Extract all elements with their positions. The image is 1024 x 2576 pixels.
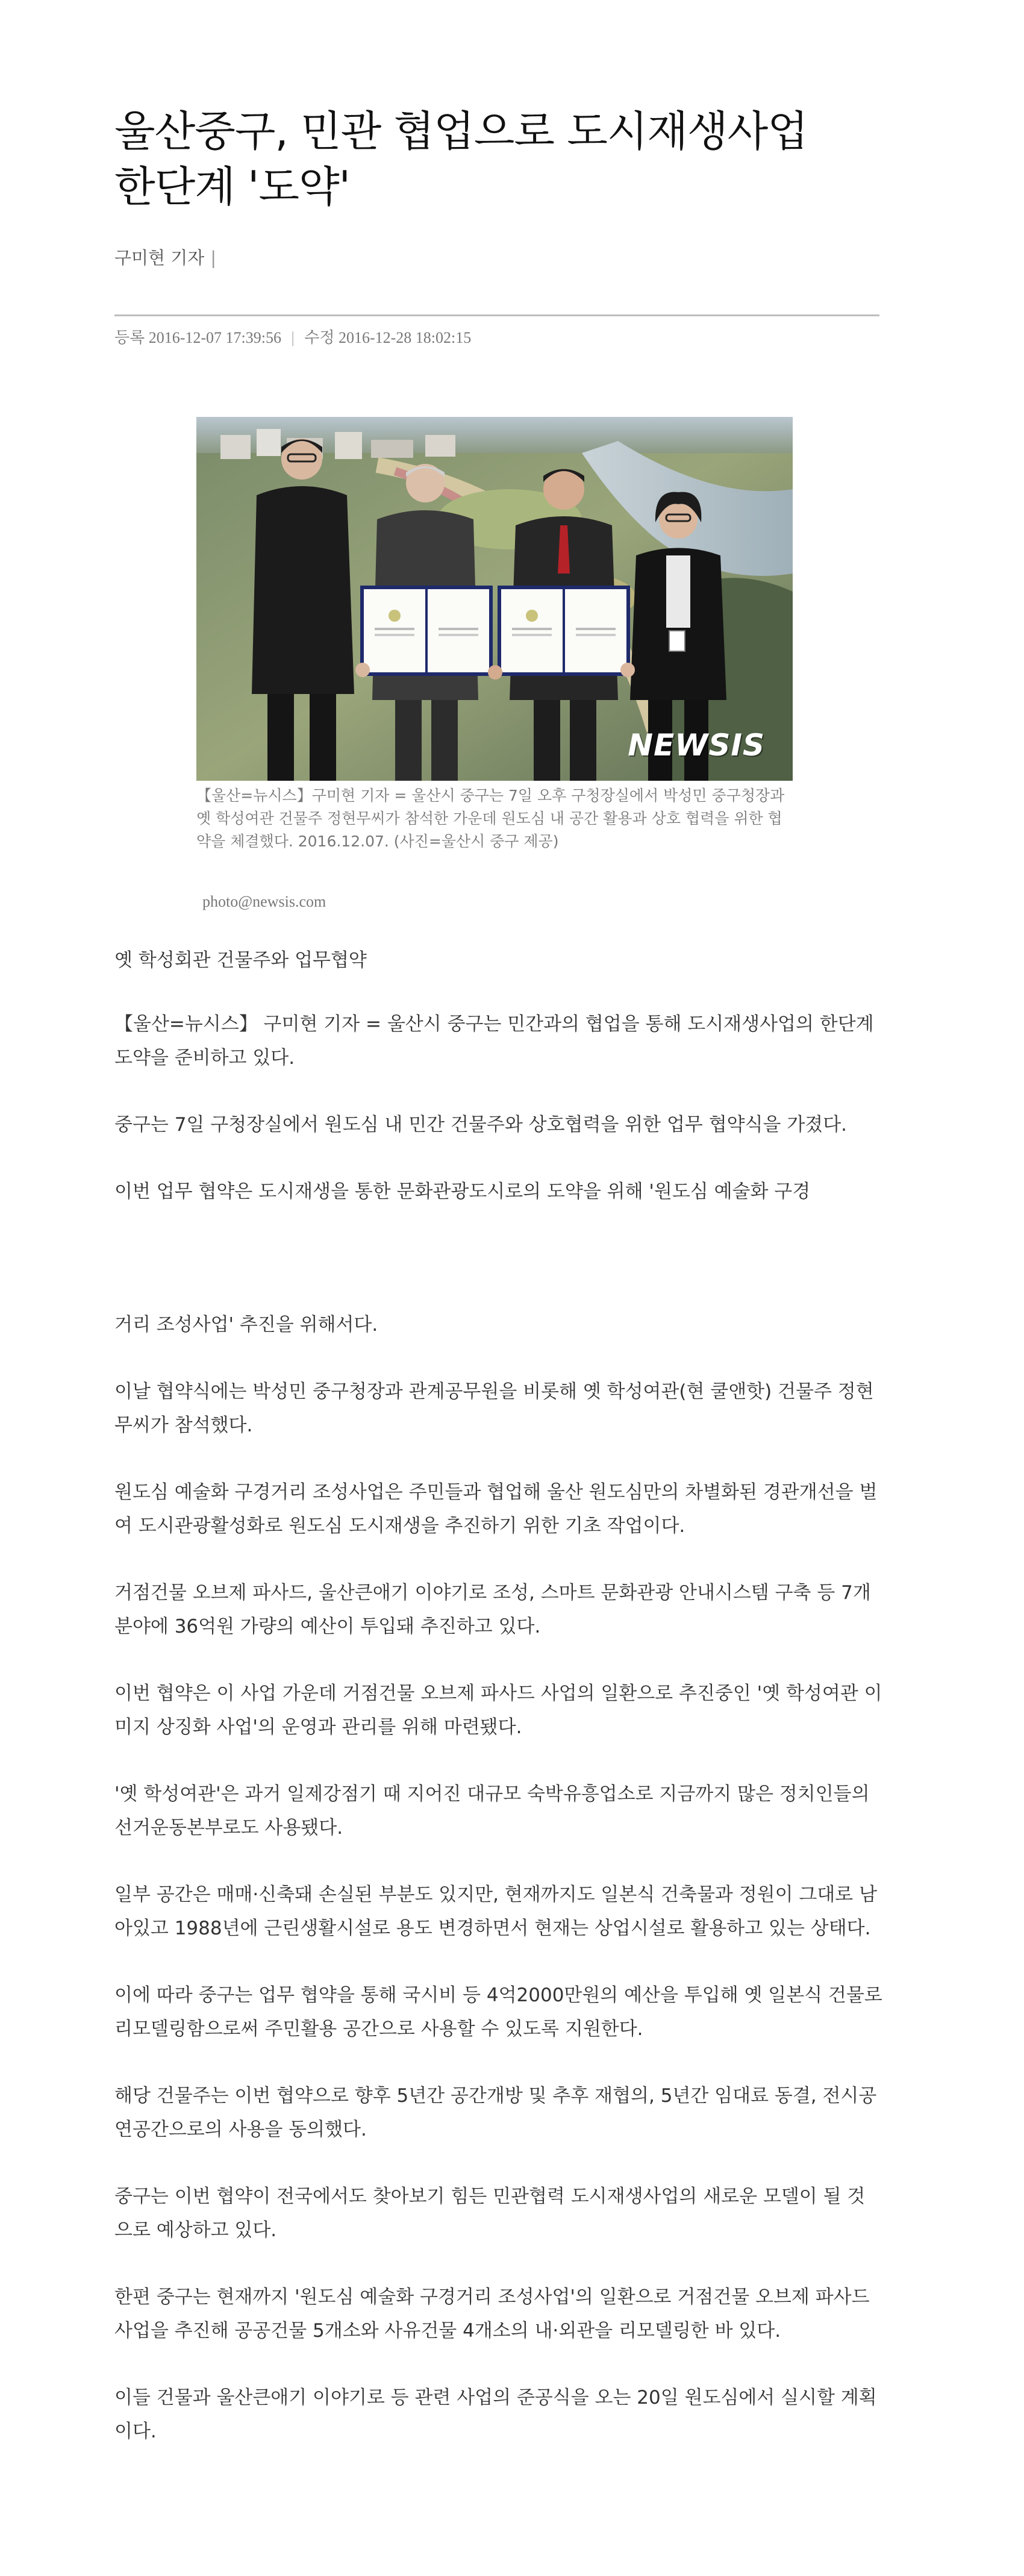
body-paragraph: 중구는 이번 협약이 전국에서도 찾아보기 힘든 민관협력 도시재생사업의 새로운 모델이 될 것으로 예상하고 있다. <box>114 2186 866 2241</box>
registered-label: 등록 <box>114 329 145 346</box>
body-paragraph: '옛 학성여관'은 과거 일제강점기 때 지어진 대규모 숙박유흥업소로 지금까지 많은 정치인들의 선거운동본부로도 사용됐다. <box>114 1783 870 1839</box>
article-subtitle: 옛 학성회관 건물주와 업무협약 <box>114 949 367 971</box>
photo-caption: 【울산=뉴시스】구미현 기자 = 울산시 중구는 7일 오후 구청장실에서 박성민 중구청장과 옛 학성여관 건물주 정현무씨가 참석한 가운데 원도심 내 공간 활용과 상호 협력을 위한 협약을 체결했다. 2016.12.07. (사진=울산시 중구 제공) <box>196 787 785 850</box>
body-paragraph: 이번 협약은 이 사업 가운데 거점건물 오브제 파사드 사업의 일환으로 추진중인 '옛 학성여관 이미지 상징화 사업'의 운영과 관리를 위해 마련됐다. <box>114 1683 882 1738</box>
dates-separator: | <box>291 329 295 346</box>
article-photo[interactable] <box>196 417 793 781</box>
article-dates <box>114 325 471 348</box>
byline <box>114 245 216 269</box>
photo-illustration <box>196 417 793 781</box>
body-paragraph: 이날 협약식에는 박성민 중구청장과 관계공무원을 비롯해 옛 학성여관(현 쿨앤핫) 건물주 정현무씨가 참석했다. <box>114 1381 874 1436</box>
article-body <box>114 1007 883 2481</box>
body-paragraph: 일부 공간은 매매·신축돼 손실된 부분도 있지만, 현재까지도 일본식 건축물과 정원이 그대로 남아있고 1988년에 근린생활시설로 용도 변경하면서 현재는 상업시설로 활용하고 있는 상태다. <box>114 1884 878 1939</box>
reporter-name[interactable]: 구미현 기자 <box>114 248 205 268</box>
newsis-watermark: NEWSIS <box>628 728 765 763</box>
body-paragraph: 이번 업무 협약은 도시재생을 통한 문화관광도시로의 도약을 위해 '원도심 예술화 구경 <box>114 1181 811 1202</box>
modified-time: 2016-12-28 18:02:15 <box>338 329 472 346</box>
body-paragraph: 중구는 7일 구청장실에서 원도심 내 민간 건물주와 상호협력을 위한 업무 협약식을 가졌다. <box>114 1114 848 1136</box>
byline-separator: | <box>210 248 217 268</box>
body-paragraph: 해당 건물주는 이번 협약으로 향후 5년간 공간개방 및 추후 재협의, 5년간 임대료 동결, 전시공연공간으로의 사용을 동의했다. <box>114 2085 877 2140</box>
body-paragraph: 한편 중구는 현재까지 '원도심 예술화 구경거리 조성사업'의 일환으로 거점건물 오브제 파사드 사업을 추진해 공공건물 5개소와 사유건물 4개소의 내·외관을 리모델링한 바 있다. <box>114 2286 870 2342</box>
modified-label: 수정 <box>304 329 335 346</box>
body-paragraph: 이들 건물과 울산큰애기 이야기로 등 관련 사업의 준공식을 오는 20일 원도심에서 실시할 계획이다. <box>114 2387 877 2442</box>
header-divider <box>114 314 879 316</box>
registered-time: 2016-12-07 17:39:56 <box>148 329 281 346</box>
article-headline <box>114 104 879 214</box>
headline-line-2: 한단계 '도약' <box>114 162 350 211</box>
body-paragraph: 거점건물 오브제 파사드, 울산큰애기 이야기로 조성, 스마트 문화관광 안내시스템 구축 등 7개 분야에 36억원 가량의 예산이 투입돼 추진하고 있다. <box>114 1582 871 1637</box>
body-paragraph: 거리 조성사업' 추진을 위해서다. <box>114 1314 378 1336</box>
body-paragraph: 【울산=뉴시스】 구미현 기자 = 울산시 중구는 민간과의 협업을 통해 도시재생사업의 한단계 도약을 준비하고 있다. <box>114 1013 874 1069</box>
body-paragraph: 이에 따라 중구는 업무 협약을 통해 국시비 등 4억2000만원의 예산을 투입해 옛 일본식 건물로 리모델링함으로써 주민활용 공간으로 사용할 수 있도록 지원한다. <box>114 1984 882 2040</box>
headline-line-1: 울산중구, 민관 협업으로 도시재생사업 <box>114 107 808 156</box>
photo-credit[interactable]: photo@newsis.com <box>202 893 326 910</box>
body-paragraph: 원도심 예술화 구경거리 조성사업은 주민들과 협업해 울산 원도심만의 차별화된 경관개선을 벌여 도시관광활성화로 원도심 도시재생을 추진하기 위한 기초 작업이다. <box>114 1481 878 1537</box>
